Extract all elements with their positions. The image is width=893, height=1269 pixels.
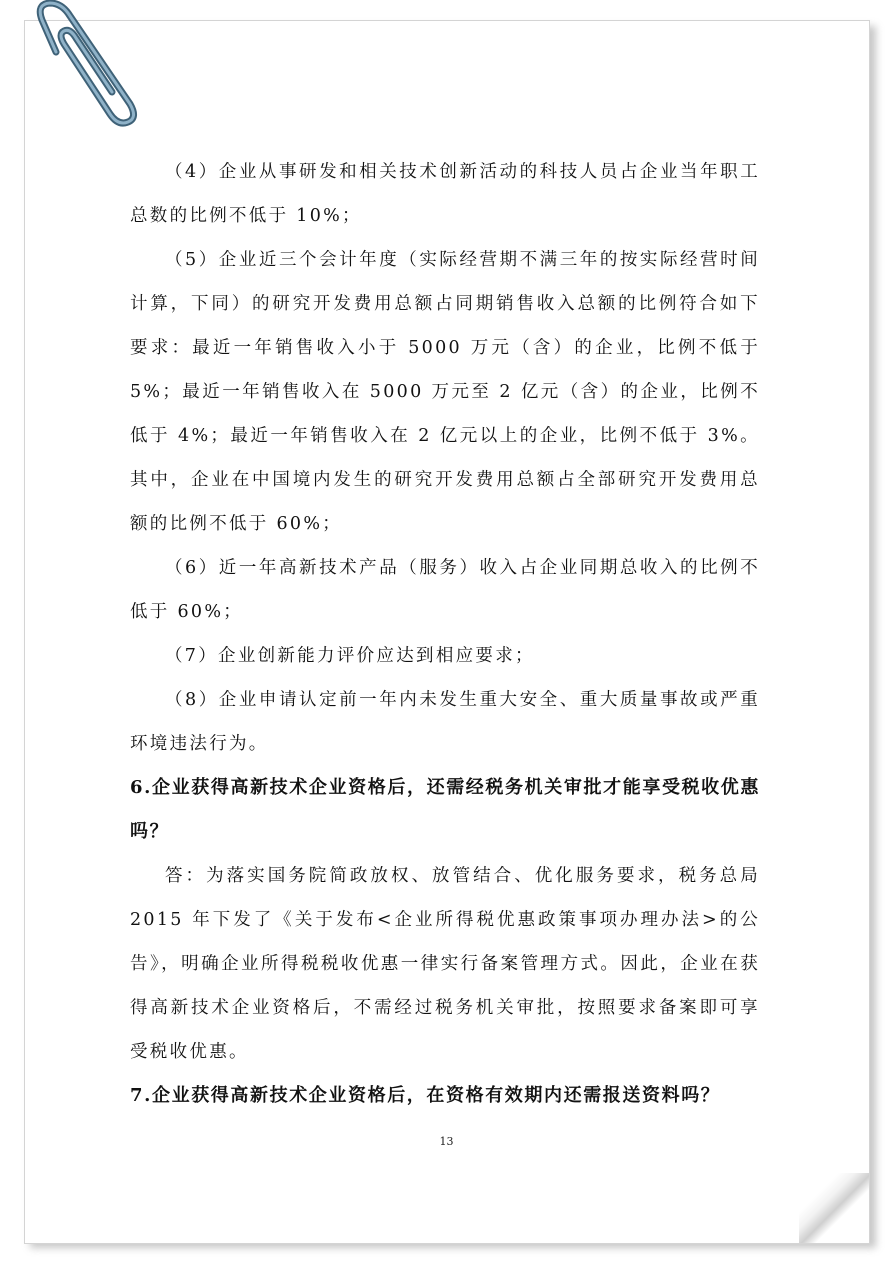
question-7-heading: 7.企业获得高新技术企业资格后，在资格有效期内还需报送资料吗？ bbox=[130, 1085, 721, 1106]
paragraph-item-4: （4）企业从事研发和相关技术创新活动的科技人员占企业当年职工总数的比例不低于 10%； bbox=[130, 162, 760, 226]
page-number: 13 bbox=[439, 1135, 454, 1148]
paragraph-item-6: （6）近一年高新技术产品（服务）收入占企业同期总收入的比例不低于 60%； bbox=[130, 558, 760, 622]
question-6-heading: 6.企业获得高新技术企业资格后，还需经税务机关审批才能享受税收优惠吗？ bbox=[130, 777, 760, 842]
page-curl bbox=[799, 1173, 869, 1243]
paragraph-item-7: （7）企业创新能力评价应达到相应要求； bbox=[165, 646, 535, 666]
paragraph-item-8: （8）企业申请认定前一年内未发生重大安全、重大质量事故或严重环境违法行为。 bbox=[130, 690, 760, 754]
document-body bbox=[130, 150, 760, 1118]
paragraph-item-5: （5）企业近三个会计年度（实际经营期不满三年的按实际经营时间计算，下同）的研究开发费用总额占同期销售收入总额的比例符合如下要求：最近一年销售收入小于 5000 万元（含）的企业，比例不低于 5%；最近一年销售收入在 5000 万元至 2 亿元（含）的企业，比例不低于 4%；最近一年销售收入在 2 亿元以上的企业，比例不低于 3%。其中，企业在中国境内发生的研究开发费用总额占全部研究开发费用总额的比例不低于 60%； bbox=[130, 250, 760, 534]
question-6-answer: 答：为落实国务院简政放权、放管结合、优化服务要求，税务总局 2015 年下发了《关于发布<企业所得税优惠政策事项办理办法>的公告》，明确企业所得税税收优惠一律实行备案管理方式。因此，企业在获得高新技术企业资格后，不需经过税务机关审批，按照要求备案即可享受税收优惠。 bbox=[130, 866, 760, 1062]
paperclip-icon bbox=[34, 0, 144, 130]
